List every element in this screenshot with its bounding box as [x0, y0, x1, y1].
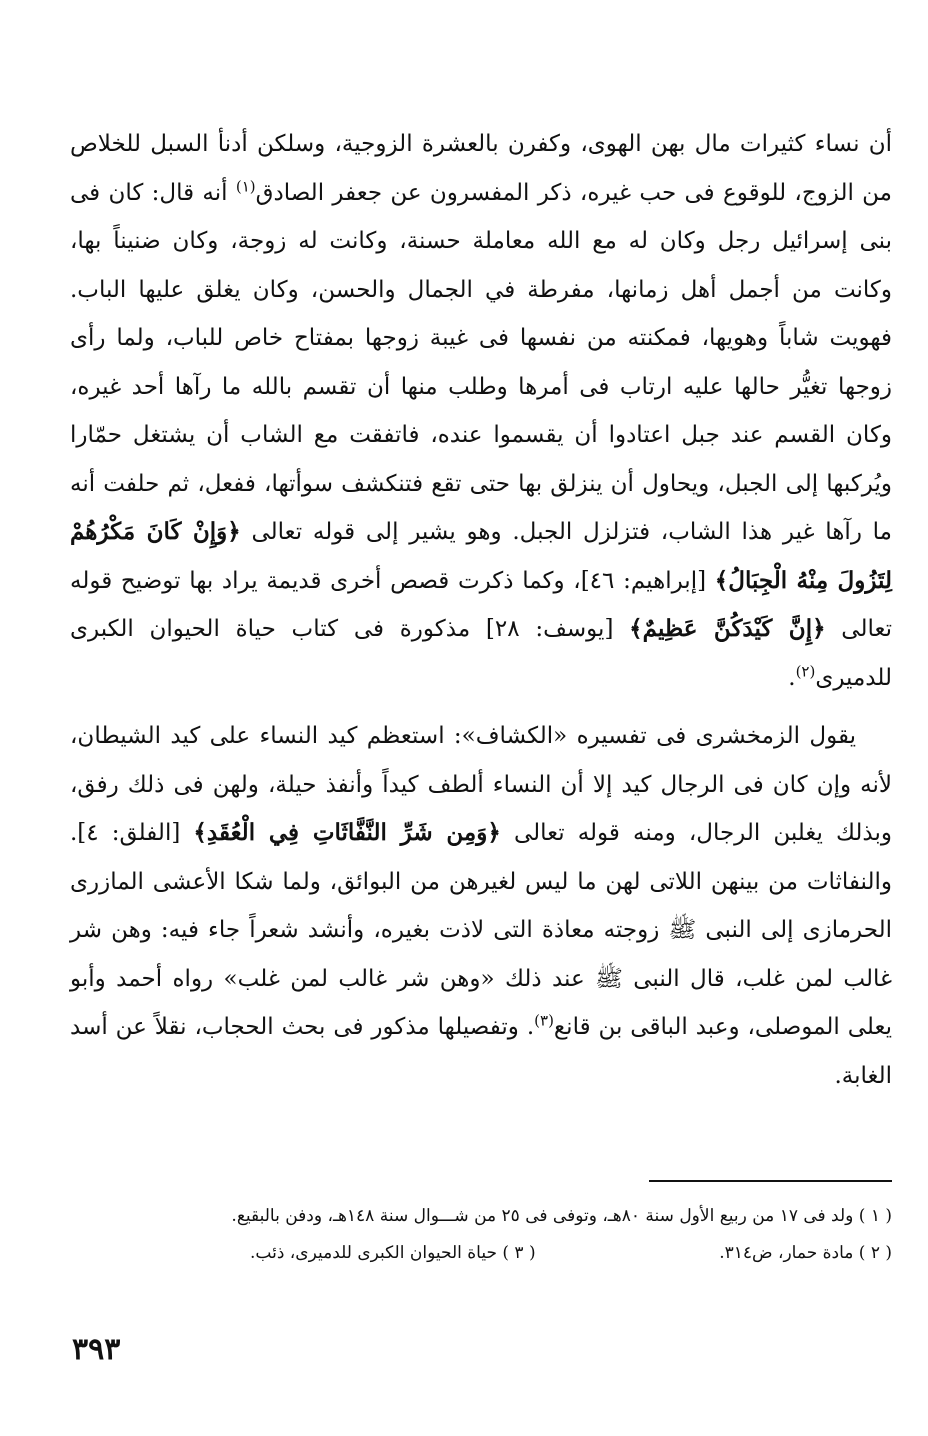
page-number: ٣٩٣	[72, 1332, 121, 1367]
footnotes	[70, 1202, 892, 1268]
paragraph-1-end: .	[788, 664, 796, 691]
footnote-ref-2: (٢)	[795, 661, 816, 680]
footnote-ref-1: (١)	[235, 176, 256, 195]
quran-verse-3: ﴿وَمِن شَرِّ النَّفَّاثَاتِ فِي الْعُقَدِ﴾	[193, 819, 501, 846]
paragraph-1-text-b: أنه قال: كان فى بنى إسرائيل رجل وكان له مع الله معاملة حسنة، وكانت له زوجة، وكان ضنيناً بها، وكانت من أجمل أهل زمانها، مفرطة في الجمال والحسن، وكان يغلق عليها الباب. فهويت شاباً وهويها، فمكنته من نفسها فى غيبة زوجها بمفتاح خاص للباب، ولما رأى زوجها تغيُّر حالها عليه ارتاب فى أمرها وطلب منها أن تقسم بالله ما رآها أحد غيره، وكان القسم عند جبل اعتادوا أن يقسموا عنده، فاتفقت مع الشاب أن يشتغل حمّارا ويُركبها إلى الجبل، ويحاول أن ينزلق بها حتى تقع فتنكشف سوأتها، ففعل، ثم حلفت أنه ما رآها غير هذا الشاب، فتزلزل الجبل. وهو يشير إلى قوله تعالى	[70, 179, 893, 545]
footnote-1: ( ١ ) ولد فى ١٧ من ربيع الأول سنة ٨٠هـ، وتوفى فى ٢٥ من شـــوال سنة ١٤٨هـ، ودفن بالبقيع.	[231, 1206, 892, 1226]
paragraph-2	[70, 712, 892, 1100]
paragraph-1-text-a: أن نساء كثيرات مال بهن الهوى، وكفرن بالعشرة الزوجية، وسلكن أدنأ السبل للخلاص من الزوج، للوقوع فى حب غيره، ذكر المفسرون عن جعفر الصادق	[70, 131, 892, 206]
paragraph-2-text-b: [الفلق: ٤]. والنفاثات من بينهن اللاتى لهن ما ليس لغيرهن من البوائق، ولما شكا الأعشى المازرى الحرمازى إلى النبى ﷺ زوجته معاذة التى لاذت بغيره، وأنشد شعراً جاء فيه: وهن شر غالب لمن غلب، قال النبى ﷺ عند ذلك «وهن شر غالب لمن غلب» رواه أحمد وأبو يعلى الموصلى، وعبد الباقى بن قانع	[70, 820, 893, 1040]
footnote-row	[70, 1239, 892, 1268]
quran-verse-2: ﴿إِنَّ كَيْدَكُنَّ عَظِيمٌ﴾	[629, 615, 826, 642]
footnote-3: ( ٣ ) حياة الحيوان الكبرى للدميرى، ذئب.	[250, 1243, 536, 1263]
paragraph-1-text-c: [إبراهيم: ٤٦]، وكما ذكرت قصص أخرى قديمة يراد بها توضيح قوله تعالى	[70, 567, 892, 642]
paragraph-1-text-d: [يوسف: ٢٨] مذكورة فى كتاب حياة الحيوان الكبرى للدميرى	[70, 616, 892, 691]
footnote-divider	[649, 1180, 892, 1182]
paragraph-2-text-c: . وتفصيلها مذكور فى بحث الحجاب، نقلاً عن أسد الغابة.	[70, 1014, 892, 1089]
paragraph-2-text-a: يقول الزمخشرى فى تفسيره «الكشاف»: استعظم كيد النساء على كيد الشيطان، لأنه وإن كان فى الرجال كيد إلا أن النساء ألطف كيداً وأنفذ حيلة، ولهن فى ذلك رفق، وبذلك يغلبن الرجال، ومنه قوله تعالى	[70, 723, 892, 846]
footnote-ref-3: (٣)	[534, 1011, 554, 1030]
quran-verse-1: ﴿وَإِنْ كَانَ مَكْرُهُمْ لِتَزُولَ مِنْهُ الْجِبَالُ﴾	[70, 518, 892, 594]
paragraph-1	[70, 120, 892, 702]
book-page	[70, 120, 892, 1370]
footnote-2: ( ٢ ) مادة حمار، ض٣١٤.	[719, 1243, 892, 1263]
